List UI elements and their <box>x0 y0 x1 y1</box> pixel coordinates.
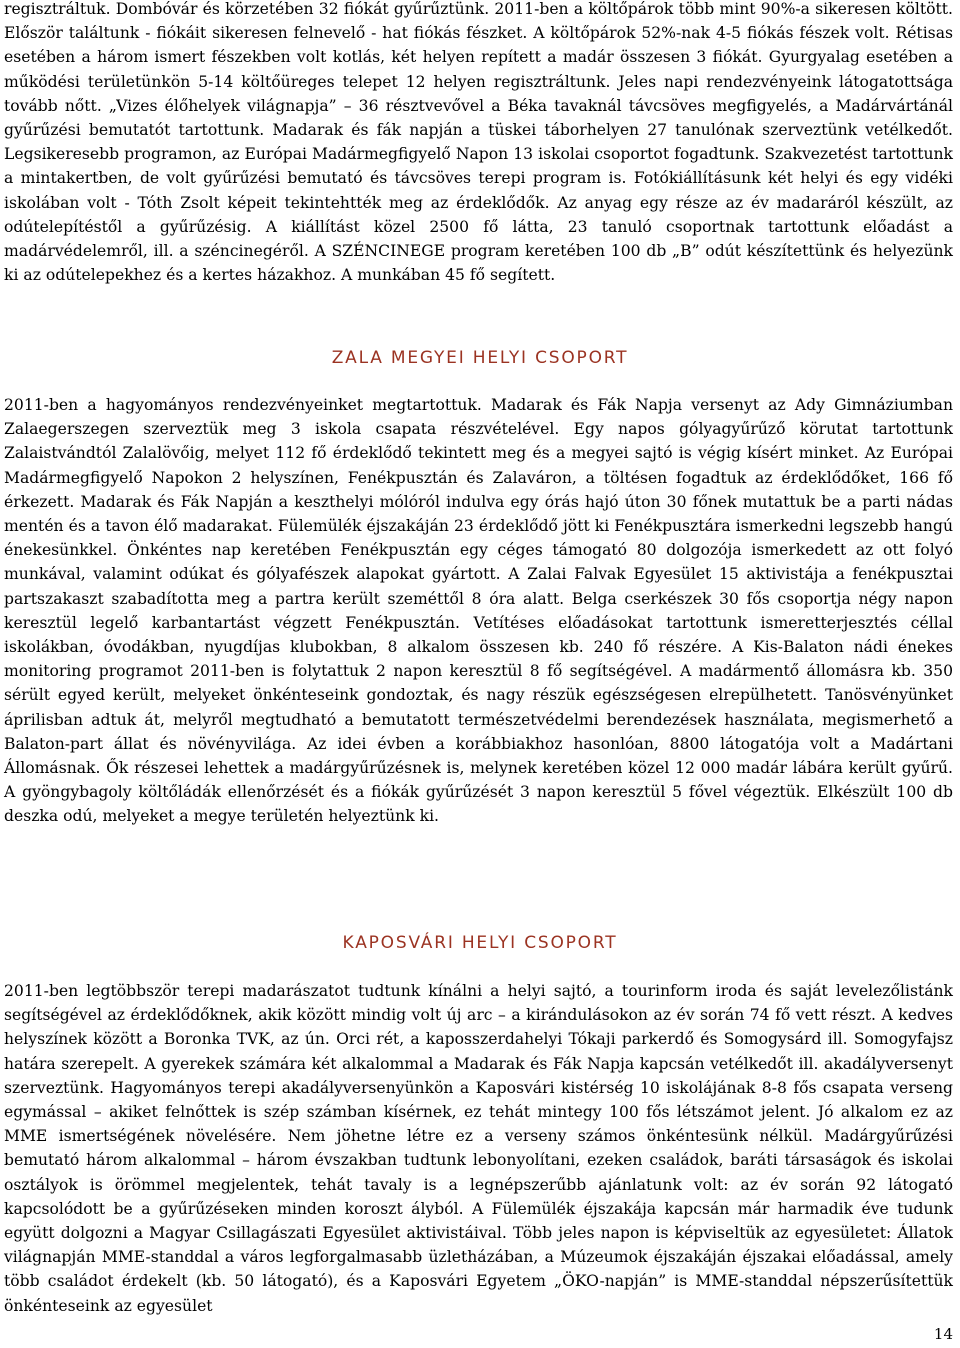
section-paragraph-kaposvar: 2011-ben legtöbbször terepi madarászatot tudtunk kínálni a helyi sajtó, a tourinform iroda és saját levelezőlistánk segítségével az érdeklődőknek, akik között mindig volt új arc – a kirándulásokon az év során 74 fő vett részt. A kedves helyszínek között a Boronka TVK, az ún. Orci rét, a kaposszerdahelyi Tókaji parkerdő és Somogysárd ill. Somogyfajsz határa szerepelt. A gyerekek számára két alkalommal a Madarak és Fák Napja kapcsán vetélkedőt ill. akadályversenyt szerveztünk. Hagyományos terepi akadályversenyünkön a Kaposvári kistérség 10 iskolájának 8-8 fős csapata verseng egymással – akiket felnőttek is szép számban kísérnek, ez tehát mintegy 100 fős létszámot jelent. Jó alkalom ez az MME ismertségének növelésére. Nem jöhetne létre ez a verseny számos önkéntesünk nélkül. Madárgyűrűzési bemutató három alkalommal – három évszakban tudtunk lebonyolítani, ezeken családok, baráti társaságok és iskolai osztályok is örömmel megjelentek, tehát tavaly is a legnépszerűbb ajánlatunk volt: az év során 92 látogató kapcsolódott be a gyűrűzéseken minden koroszt ályból. A Fülemülék éjszakája kapcsán már harmadik éve tudunk együtt dolgozni a Magyar Csillagászati Egyesület aktivistáival. Több jeles napon is képviseltük az egyesületet: Állatok világnapján MME-standdal a város legforgalmasabb üzletházában, a Múzeumok éjszakáján éjszakai előadással, amely több családot érdekelt (kb. 50 látogató), és a Kaposvári Egyetem „ÖKO-napján” is MME-standdal népszerűsítettük önkénteseink az egyesület <box>4 982 953 1315</box>
section-paragraph-zala: 2011-ben a hagyományos rendezvényeinket megtartottuk. Madarak és Fák Napja versenyt az Ady Gimnáziumban Zalaegerszegen szerveztük meg 3 iskola csapata részvételével. Egy napos gólyagyűrűző körutat tartottunk Zalaistvándtól Zalalövőig, melyet 112 fő érdeklődő tekintett meg és a megyei sajtó is végig kísért minket. Az Európai Madármegfigyelő Napokon 2 helyszínen, Fenékpusztán és Zalaváron, a töltésen fogadtuk az érdeklődőket, 166 fő érkezett. Madarak és Fák Napján a keszthelyi mólóról indulva egy órás hajó úton 30 főnek mutattuk be a parti nádas mentén és a tavon élő madarakat. Fülemülék éjszakáján 23 érdeklődő jött ki Fenékpusztára ismerkedni legszebb hangú énekesünkkel. Önkéntes nap keretében Fenékpusztán egy céges támogató 80 dolgozója ismerkedett az ott folyó munkával, valamint odúkat és gólyafészek alapokat gyártott. A Zalai Falvak Egyesület 15 aktivistája a fenékpusztai partszakaszt szabadította meg a partra került szeméttől 8 óra alatt. Belga cserkészek 30 fős csoportja négy napon keresztül legelő karbantartást végzett Fenékpusztán. Vetítéses előadásokat tartottunk ismeretterjesztés céllal iskolákban, óvodákban, nyugdíjas klubokban, 8 alkalom összesen kb. 240 fő részére. A Kis-Balaton nádi énekes monitoring programot 2011-ben is folytattuk 2 napon keresztül 8 fő segítségével. A madármentő állomásra kb. 350 sérült egyed került, melyeket önkénteseink gondoztak, és nagy részük egészségesen elrepülhetett. Tanösvényünket áprilisban adtuk át, melyről megtudható a bemutatott természetvédelmi berendezések használata, megismerhető a Balaton-part állat és növényvilága. Az idei évben a korábbiakhoz hasonlóan, 8800 látogatója volt a Madártani Állomásnak. Ők részesei lehettek a madárgyűrűzésnek is, melynek keretében közel 12 000 madár lábára került gyűrű. A gyöngybagoly költőládák ellenőrzését és a fiókák gyűrűzését 3 napon keresztül 5 fővel végeztük. Elkészült 100 db deszka odú, melyeket a megye területén helyeztünk ki. <box>4 396 953 826</box>
section-heading-zala: ZALA MEGYEI HELYI CSOPORT <box>331 348 629 368</box>
intro-paragraph: regisztráltuk. Dombóvár és körzetében 32 fiókát gyűrűztünk. 2011-ben a költőpárok több mint 90%-a sikeresen költött. Először találtunk - fiókáit sikeresen felnevelő - hat fiókás fészket. A költőpárok 52%-nak 4-5 fiókás fészek volt. Rétisas esetében a három ismert fészekben volt kotlás, két helyen repített a madár összesen 3 fiókát. Gyurgyalag esetében a működési területünkön 5-14 költőüreges telepet 12 helyen regisztráltunk. Jeles napi rendezvényeink látogatottsága tovább nőtt. „Vizes élőhelyek világnapja” – 36 résztvevővel a Béka tavaknál távcsöves megfigyelés, a Madárvártánál gyűrűzési bemutatót tartottunk. Madarak és fák napján a tüskei táborhelyen 27 tanulónak szerveztünk vetélkedőt. Legsikeresebb programon, az Európai Madármegfigyelő Napon 13 iskolai csoportot fogadtunk. Szakvezetést tartottunk a mintakertben, de volt gyűrűzési bemutató és távcsöves terepi program is. Fotókiállításunk két helyi és egy vidéki iskolában volt - Tóth Zsolt képeit tekintehtték meg az érdeklődők. Az anyag egy része az év madaráról készült, az odútelepítéstől a gyűrűzésig. A kiállítást közel 2500 fő látta, 23 tanuló csoportnak tartottunk előadást a madárvédelemről, ill. a széncinegéről. A SZÉNCINEGE program keretében 100 db „B” odút készítettünk és helyezünk ki az odútelepekhez és a kertes házakhoz. A munkában 45 fő segített. <box>4 0 953 285</box>
page-number: 14 <box>933 1325 953 1343</box>
section-heading-kaposvar: KAPOSVÁRI HELYI CSOPORT <box>342 933 618 953</box>
